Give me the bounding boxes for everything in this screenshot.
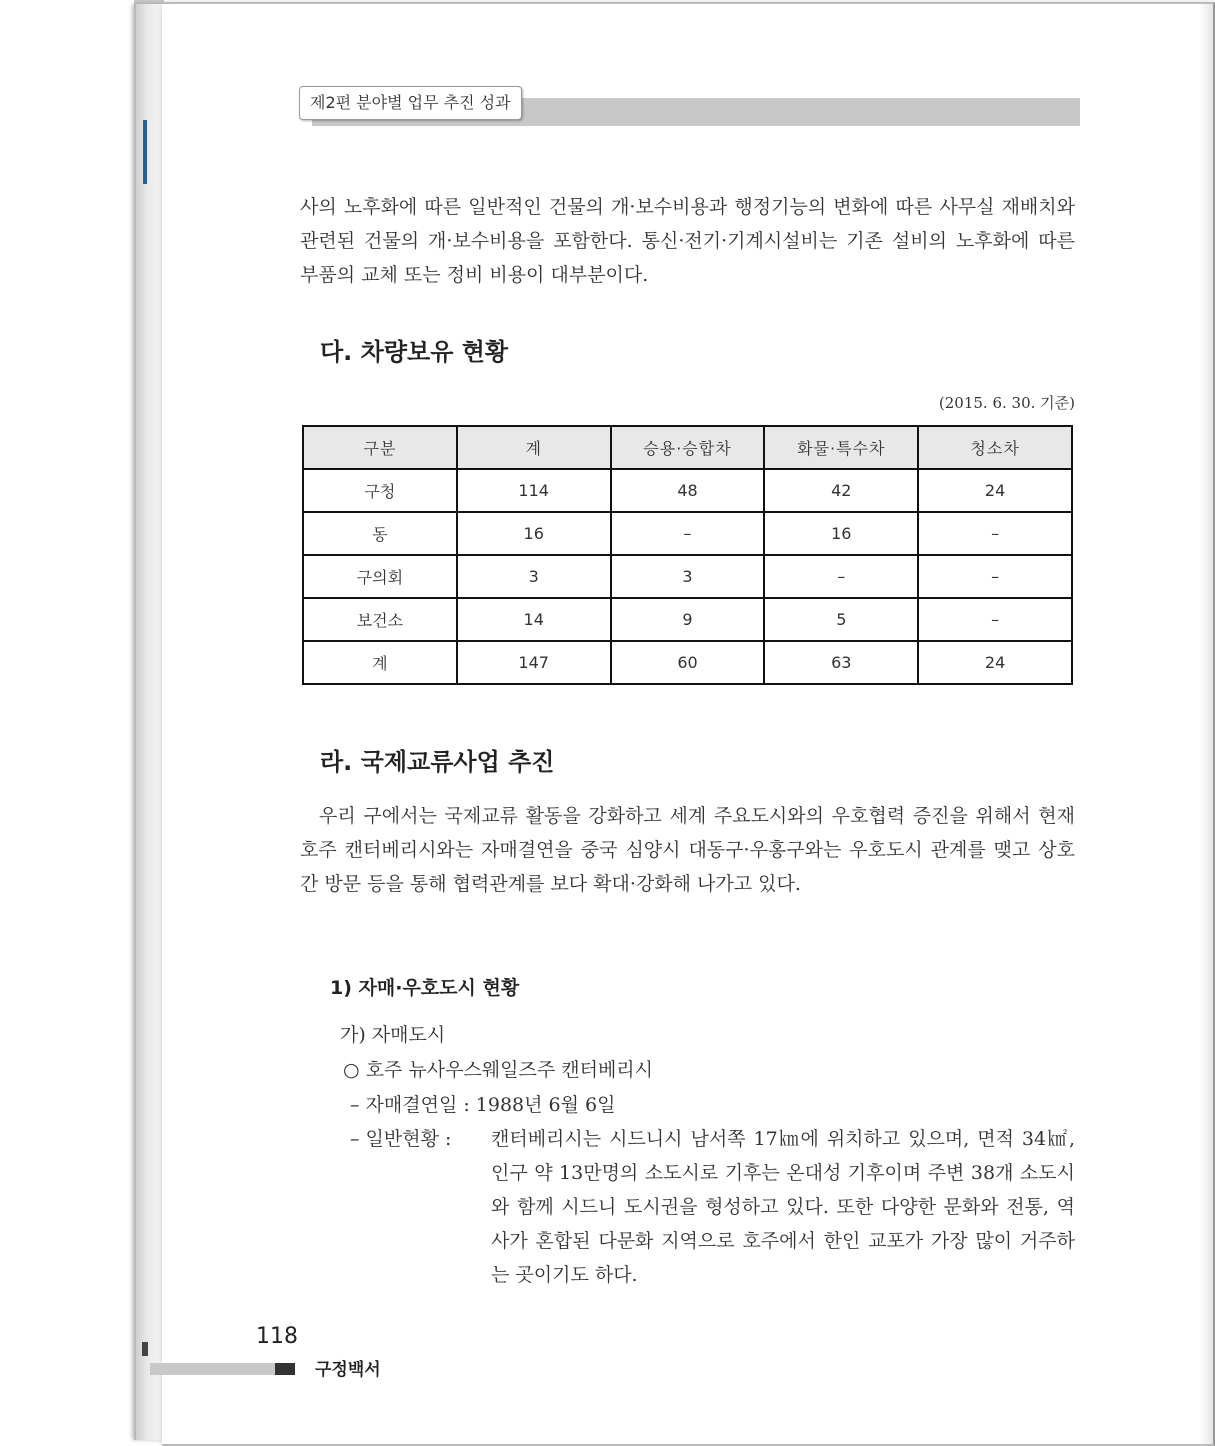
chapter-header-tab: 제2편 분야별 업무 추진 성과 bbox=[299, 86, 522, 120]
table-cell: 구청 bbox=[303, 469, 457, 512]
table-row bbox=[303, 555, 1072, 598]
section-title-vehicles: 다. 차량보유 현황 bbox=[320, 338, 509, 366]
table-cell: 9 bbox=[611, 598, 765, 641]
footer-bar-accent bbox=[275, 1363, 295, 1375]
book-spine bbox=[134, 4, 164, 1440]
table-row bbox=[303, 512, 1072, 555]
sister-date-line: – 자매결연일 : 1988년 6월 6일 bbox=[350, 1094, 616, 1116]
book-title: 구정백서 bbox=[315, 1360, 381, 1380]
table-cell: – bbox=[764, 555, 918, 598]
table-cell: 14 bbox=[457, 598, 611, 641]
spine-bottom-mark bbox=[142, 1342, 148, 1356]
col-header: 화물·특수차 bbox=[764, 426, 918, 469]
table-cell: 16 bbox=[457, 512, 611, 555]
table-cell: – bbox=[918, 512, 1072, 555]
table-cell: 16 bbox=[764, 512, 918, 555]
page-number: 118 bbox=[256, 1324, 298, 1349]
table-cell: 147 bbox=[457, 641, 611, 684]
table-cell: 114 bbox=[457, 469, 611, 512]
col-header: 계 bbox=[457, 426, 611, 469]
table-cell: 24 bbox=[918, 641, 1072, 684]
table-basis-date: (2015. 6. 30. 기준) bbox=[938, 394, 1075, 412]
table-cell: 계 bbox=[303, 641, 457, 684]
table-cell: 3 bbox=[611, 555, 765, 598]
vehicle-table bbox=[302, 425, 1073, 685]
sister-city-name: ○ 호주 뉴사우스웨일즈주 캔터베리시 bbox=[343, 1059, 654, 1081]
table-cell: 42 bbox=[764, 469, 918, 512]
table-cell: 보건소 bbox=[303, 598, 457, 641]
col-header: 청소차 bbox=[918, 426, 1072, 469]
sister-city-heading: 가) 자매도시 bbox=[340, 1024, 446, 1046]
table-cell: – bbox=[611, 512, 765, 555]
table-cell: 5 bbox=[764, 598, 918, 641]
table-total-row bbox=[303, 641, 1072, 684]
col-header: 구분 bbox=[303, 426, 457, 469]
table-cell: 60 bbox=[611, 641, 765, 684]
table-cell: 24 bbox=[918, 469, 1072, 512]
subsection-title: 1) 자매·우호도시 현황 bbox=[330, 977, 520, 999]
section-title-exchange: 라. 국제교류사업 추진 bbox=[320, 748, 555, 776]
general-status-text: 캔터베리시는 시드니시 남서쪽 17㎞에 위치하고 있으며, 면적 34㎢, 인구 약 13만명의 소도시로 기후는 온대성 기후이며 주변 38개 소도시와 함께 시드니 도시권을 형성하고 있다. 또한 다양한 문화와 전통, 역사가 혼합된 다문화 지역으로 호주에서 한인 교포가 가장 많이 거주하는 곳이기도 하다. bbox=[491, 1128, 1075, 1286]
table-cell: 3 bbox=[457, 555, 611, 598]
table-cell: 48 bbox=[611, 469, 765, 512]
page-edge-shade bbox=[1199, 4, 1213, 1444]
footer-bar bbox=[150, 1363, 275, 1375]
spine-bookmark-mark bbox=[143, 120, 147, 184]
table-cell: 동 bbox=[303, 512, 457, 555]
table-cell: – bbox=[918, 598, 1072, 641]
table-cell: 63 bbox=[764, 641, 918, 684]
col-header: 승용·승합차 bbox=[611, 426, 765, 469]
table-cell: 구의회 bbox=[303, 555, 457, 598]
table-row bbox=[303, 598, 1072, 641]
table-row bbox=[303, 469, 1072, 512]
table-cell: – bbox=[918, 555, 1072, 598]
general-status-label: – 일반현황 : bbox=[350, 1128, 452, 1150]
intro-paragraph: 사의 노후화에 따른 일반적인 건물의 개·보수비용과 행정기능의 변화에 따른 사무실 재배치와 관련된 건물의 개·보수비용을 포함한다. 통신·전기·기계시설비는 기존 설비의 노후화에 따른 부품의 교체 또는 정비 비용이 대부분이다. bbox=[300, 196, 1075, 286]
exchange-paragraph: 우리 구에서는 국제교류 활동을 강화하고 세계 주요도시와의 우호협력 증진을 위해서 현재 호주 캔터베리시와는 자매결연을 중국 심양시 대동구·우홍구와는 우호도시 관계를 맺고 상호간 방문 등을 통해 협력관계를 보다 확대·강화해 나가고 있다. bbox=[300, 805, 1075, 895]
table-header-row bbox=[303, 426, 1072, 469]
